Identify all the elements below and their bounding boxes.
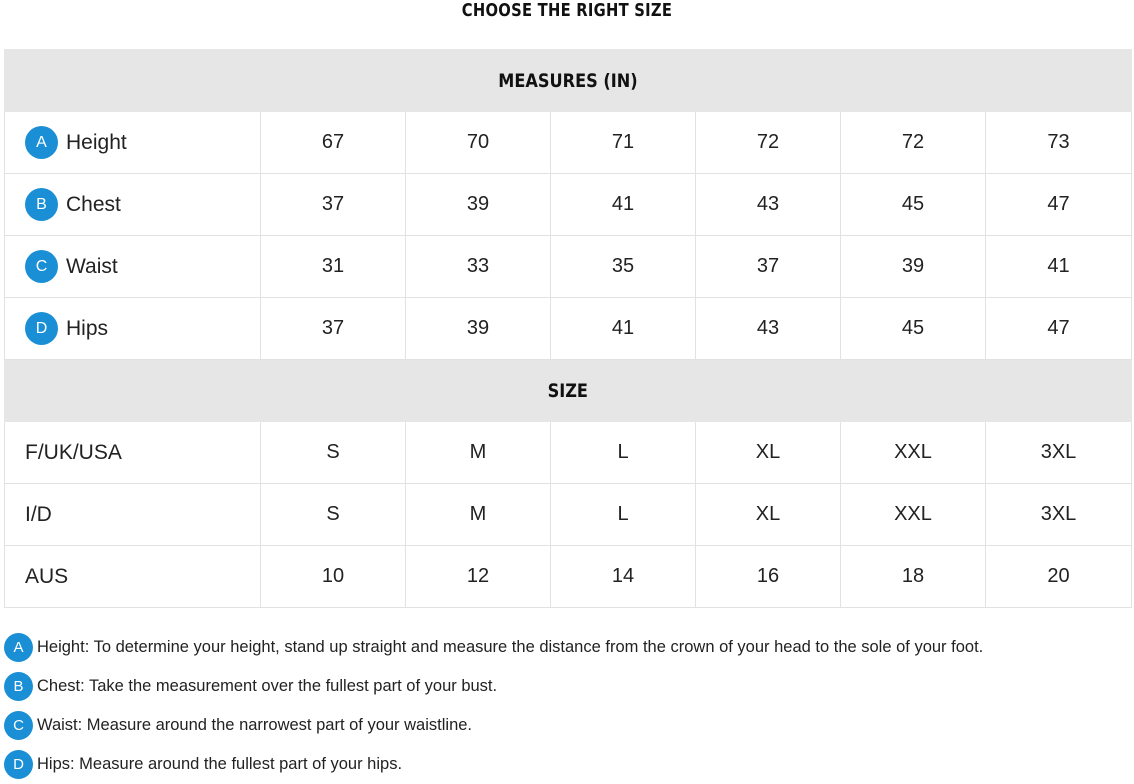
table-row-hips: [5, 298, 1132, 360]
table-row-chest: [5, 174, 1132, 236]
table-cell: 72: [696, 112, 841, 174]
row-label-aus: AUS: [5, 546, 261, 608]
table-cell: S: [261, 484, 406, 546]
table-row-height: [5, 112, 1132, 174]
table-cell: XL: [696, 422, 841, 484]
row-label-f-uk-usa: F/UK/USA: [5, 422, 261, 484]
row-label-i-d: I/D: [5, 484, 261, 546]
table-cell: M: [406, 422, 551, 484]
table-cell: 37: [261, 174, 406, 236]
table-cell: 47: [986, 174, 1132, 236]
table-cell: 43: [696, 298, 841, 360]
size-header: [5, 360, 1132, 422]
table-cell: 20: [986, 546, 1132, 608]
note-text: Waist: Measure around the narrowest part of your waistline.: [37, 716, 473, 734]
row-label-waist: [5, 236, 261, 298]
badge-b-icon: B: [4, 672, 33, 701]
table-cell: 45: [841, 298, 986, 360]
table-cell: 3XL: [986, 422, 1132, 484]
size-header-row: [5, 360, 1132, 422]
table-cell: L: [551, 422, 696, 484]
table-cell: XXL: [841, 422, 986, 484]
table-cell: 39: [841, 236, 986, 298]
badge-a-icon: A: [4, 633, 33, 662]
table-cell: 71: [551, 112, 696, 174]
table-cell: M: [406, 484, 551, 546]
table-cell: 43: [696, 174, 841, 236]
table-cell: 39: [406, 174, 551, 236]
table-cell: 3XL: [986, 484, 1132, 546]
table-cell: 41: [986, 236, 1132, 298]
table-row-waist: [5, 236, 1132, 298]
table-cell: 37: [696, 236, 841, 298]
table-cell: 41: [551, 298, 696, 360]
table-cell: L: [551, 484, 696, 546]
row-label-hips: [5, 298, 261, 360]
note-height: [4, 628, 1132, 667]
row-label-height: [5, 112, 261, 174]
table-cell: 10: [261, 546, 406, 608]
table-cell: 16: [696, 546, 841, 608]
note-text: Height: To determine your height, stand up straight and measure the distance from the crown of your head to the sole of your foot.: [37, 638, 984, 656]
table-cell: 45: [841, 174, 986, 236]
measures-header-row: [5, 50, 1132, 112]
measures-header-label: MEASURES (IN): [498, 69, 638, 92]
size-chart-table: [4, 49, 1132, 608]
note-chest: [4, 667, 1132, 706]
table-cell: 14: [551, 546, 696, 608]
measures-header: [5, 50, 1132, 112]
measure-label: Height: [66, 130, 127, 154]
row-label-chest: [5, 174, 261, 236]
table-cell: 39: [406, 298, 551, 360]
measure-label: Chest: [66, 192, 121, 216]
table-cell: 47: [986, 298, 1132, 360]
table-cell: XL: [696, 484, 841, 546]
page-title: CHOOSE THE RIGHT SIZE: [461, 0, 673, 21]
badge-d-icon: D: [4, 750, 33, 779]
table-row-aus: [5, 546, 1132, 608]
size-header-label: SIZE: [547, 379, 589, 402]
note-waist: [4, 706, 1132, 745]
measure-label: Hips: [66, 316, 109, 340]
table-cell: 12: [406, 546, 551, 608]
table-cell: XXL: [841, 484, 986, 546]
badge-c-icon: C: [4, 711, 33, 740]
table-cell: 33: [406, 236, 551, 298]
note-text: Chest: Take the measurement over the fullest part of your bust.: [37, 677, 498, 695]
badge-d-icon: D: [25, 312, 58, 345]
table-cell: 35: [551, 236, 696, 298]
note-hips: [4, 745, 1132, 784]
badge-a-icon: A: [25, 126, 58, 159]
measurement-notes: [4, 628, 1132, 784]
table-row-i-d: [5, 484, 1132, 546]
table-cell: 67: [261, 112, 406, 174]
table-cell: 18: [841, 546, 986, 608]
table-cell: 37: [261, 298, 406, 360]
table-cell: 41: [551, 174, 696, 236]
badge-c-icon: C: [25, 250, 58, 283]
table-cell: S: [261, 422, 406, 484]
table-cell: 72: [841, 112, 986, 174]
table-cell: 73: [986, 112, 1132, 174]
badge-b-icon: B: [25, 188, 58, 221]
measure-label: Waist: [66, 254, 118, 278]
table-cell: 70: [406, 112, 551, 174]
table-row-f-uk-usa: [5, 422, 1132, 484]
table-cell: 31: [261, 236, 406, 298]
note-text: Hips: Measure around the fullest part of your hips.: [37, 755, 403, 773]
